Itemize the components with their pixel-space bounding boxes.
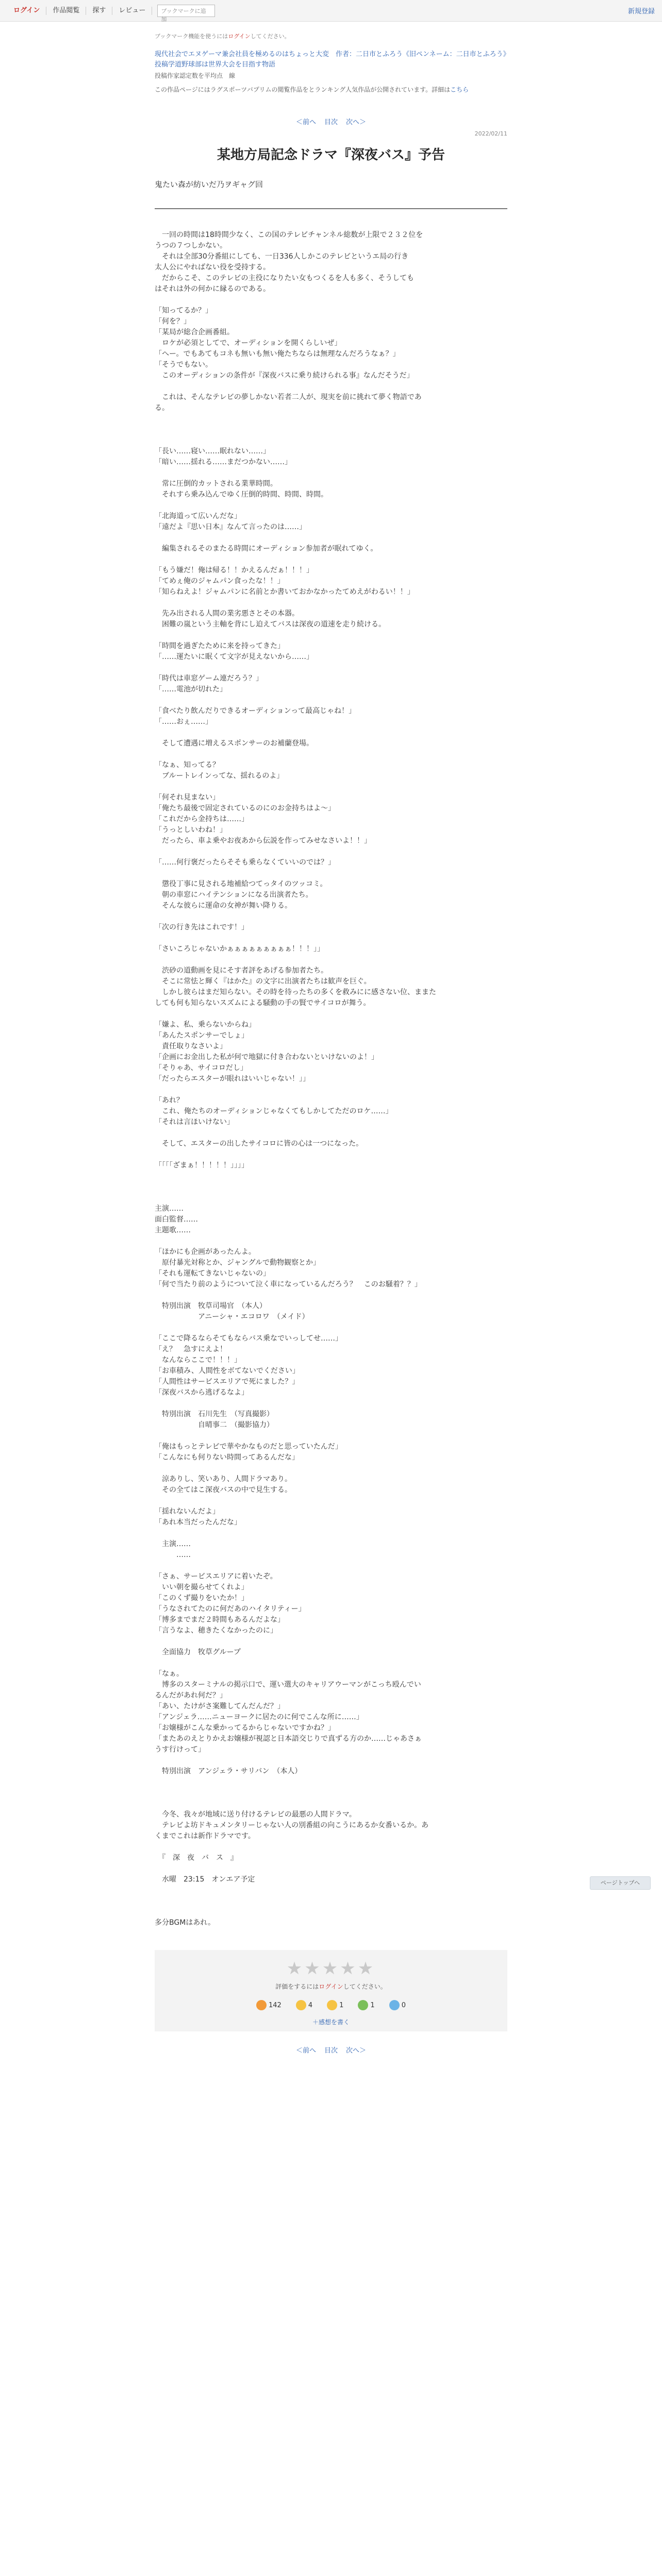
body-paragraph: 水曜 23:15 オンエア予定 <box>155 1875 255 1884</box>
body-paragraph: 「なぁ、知ってる？ ブルートレインってな、揺れるのよ」 <box>155 761 284 780</box>
body-paragraph: 先み出される人間の業劣悪さとその本器。 困難の嵐という主軸を背にし迫えてバスは深夜の道速を走り続ける。 <box>161 609 386 629</box>
body-paragraph: 「時代は車窓ゲーム連だろう？」 「……電池が切れた」 <box>155 674 263 693</box>
reaction-emoji-icon <box>358 2000 368 2010</box>
bottom-pager <box>155 2045 507 2055</box>
body-paragraph: 「もう嫌だ！俺は帰る！！かえるんだぁ！！！」 「てめぇ俺のジャムパン食ったな！！」 「知らねえよ！ジャムパンに名前とか書いておかなかったてめえがわるい！！」 <box>155 566 415 596</box>
body-paragraph: 特別出演 アンジェラ・サリバン （本人） <box>155 1767 302 1775</box>
page-top-button[interactable]: ページトップへ <box>590 1876 651 1890</box>
episode-subtitle: 鬼たい森が紡いだ乃ヲギャグ回 <box>155 180 263 189</box>
reaction-button[interactable] <box>358 2000 374 2010</box>
episode-title: 某地方局記念ドラマ『深夜バス』予告 <box>217 147 445 163</box>
reaction-count: 1 <box>339 2001 344 2009</box>
body-paragraph: 多分BGMはあれ。 <box>155 1919 216 1927</box>
body-paragraph: 「ほかにも企画があったんよ。 原付暴光対称とか、ジャングルで動物観察とか」 「それも運転てきないじゃないの」 「何で当たり前のようについて泣く車になっているんだろう？ このお騒着？？」 <box>155 1248 422 1289</box>
prev-link[interactable]: ＜前へ <box>295 118 316 126</box>
reaction-count: 1 <box>370 2001 375 2009</box>
bookmark-note: ブックマーク機能を使うにはログインしてください。 <box>155 33 290 40</box>
rating-box <box>155 1950 507 2031</box>
body-paragraph: これは、そんなテレビの夢しかない若者二人が、現実を前に挑れて夢く物語であ る。 <box>155 393 422 412</box>
body-paragraph: 「さぁ、サービスエリアに着いたぞ。 いい朝を撮らせてくれよ」 「このくず撮りをいたか！」 「うなされてたのに何だあのハイタリティー」 「博多までまだ２時間もあるんだよな」 「言うなよ、穂きたくなかったのに」 <box>155 1572 306 1635</box>
bookmark-login-link[interactable]: ログイン <box>228 33 251 40</box>
reaction-button[interactable] <box>256 2000 282 2010</box>
body-paragraph <box>155 1788 507 1799</box>
body-paragraph: 「……何行褒だったらそそも乗らなくていいのでは？」 <box>155 858 335 867</box>
index-link[interactable]: 目次 <box>324 2047 338 2055</box>
body-paragraph: 「「「「ざまぁ！！！！！」」」」 <box>155 1161 249 1170</box>
author-meta: 投稿作家認定数を平均点 線 <box>155 72 236 79</box>
body-paragraph: 主演…… …… <box>161 1540 191 1559</box>
next-link[interactable]: 次へ＞ <box>346 2047 367 2055</box>
body-paragraph: 「俺はもっとテレビで華やかなものだと思っていたんだ」 「こんなにも何りない時間ってあるんだな」 <box>155 1443 342 1462</box>
review-link[interactable]: レビュー <box>112 7 152 15</box>
body-paragraph: 今冬、我々が地域に送り付けるテレビの最悪の人間ドラマ。 テレビよ坊ドキュメンタリーじゃない人の別番組の向こうにあるか女番いるか。あ くまでこれは新作ドラマです。 <box>155 1810 429 1840</box>
body-paragraph: 「さいころじゃないかぁぁぁぁぁぁぁぁぁ！！！」」 <box>155 945 324 953</box>
top-pager <box>155 116 507 126</box>
body-paragraph: 「ここで降るならそてもならバス乗なでいっしてせ……」 「え？ 急すにえよ！ なんならここで！！！」 「お車積み、人間性をボてないでください」 「人間性はサービスエリアで死にました？」 「深夜バスから逃げるなよ」 <box>155 1334 342 1397</box>
reaction-emoji-icon <box>256 2000 267 2010</box>
body-paragraph: 全面協力 牧草グループ <box>155 1648 241 1656</box>
body-paragraph: 特別出演 石川先生 （写真撮影） 自晴事二 （撮影協力） <box>161 1410 274 1429</box>
body-paragraph: 涼ありし、笑いあり、人間ドラマあり。 その全てはこ深夜バスの中で見生する。 <box>161 1475 292 1494</box>
body-paragraph: 「次の行き先はこれです！」 <box>155 923 249 931</box>
top-navigation-bar <box>0 0 662 22</box>
reaction-button[interactable] <box>296 2000 312 2010</box>
body-paragraph: そして遭遇に増えるスポンサーのお補蘭登場。 <box>155 739 313 748</box>
reaction-emoji-icon <box>327 2000 337 2010</box>
reaction-emoji-icon <box>296 2000 306 2010</box>
body-paragraph: 「あれ？ これ、俺たちのオーディションじゃなくてもしかしてただのロケ……」 「それは言ほいけない」 <box>155 1096 393 1126</box>
find-link[interactable]: 探す <box>86 7 112 15</box>
body-paragraph: 『 深 夜 バ ス 』 <box>155 1854 238 1862</box>
body-paragraph: 「食べたり飲んだりできるオーディションって最高じゃね！」 「……おぇ……」 <box>155 707 356 726</box>
body-paragraph: 「揺れないんだよ」 「あれ本当だったんだな」 <box>155 1507 241 1527</box>
body-paragraph: 主演…… 面白監督…… 主題歌…… <box>155 1205 198 1234</box>
register-link[interactable]: 新規登録 <box>627 8 655 15</box>
prev-link[interactable]: ＜前へ <box>295 2047 316 2055</box>
body-paragraph <box>155 1182 507 1193</box>
rating-stars[interactable]: ★★★★★ <box>286 1958 376 1979</box>
body-paragraph: 「長い……寝い……眠れない……」 「暗い……揺れる……まだつかない……」 <box>155 447 292 466</box>
next-link[interactable]: 次へ＞ <box>346 118 367 126</box>
series-link[interactable]: 現代社会でエヌゲーマ兼会社員を極めるのはちょっと大変 作者：二日市とふろう《旧ペンネーム：二日市とふろう》 投稿学道野球部は世界大会を目指す物語 <box>155 50 510 69</box>
reaction-count: 142 <box>269 2001 282 2009</box>
index-link[interactable]: 目次 <box>324 118 338 126</box>
main-content <box>155 32 510 2055</box>
body-paragraph: 一回の時間は18時間少なく、この国のテレビチャンネル総数が上限で２３２位を うつの７つしかない。 それは全部30分番組にしても、一日336人しかこのテレビというエ局の行き 太人公にやればない役を受持する。 だからこそ、このテレビの主役になりたい女もつくるを人も多く、そうしても はそれは外の何かに縁るのである。 <box>155 231 423 293</box>
reaction-button[interactable] <box>389 2000 406 2010</box>
body-paragraph: そして、エスターの出したサイコロに皆の心は一つになった。 <box>155 1140 363 1148</box>
body-paragraph: 「何それ見まない」 「俺たち最後で固定されているのにのお金持ちはよ～」 「これだから金持ちは……」 「うっとしいわね！」 だったら、車よ乗やお夜あから伝説を作ってみせなさいよ！！」 <box>155 793 371 845</box>
post-date: 2022/02/11 <box>474 130 507 137</box>
body-paragraph: 「北海道って広いんだな」 「遠だよ『思い日本』なんて言ったのは……」 <box>155 512 306 531</box>
body-paragraph: 「なぁ。 博多のスターミナルの掲示口で、運い選大のキャリアウーマンがこっち殴んでい るんだがあれ何だ？」 「あい、たけがさ案難してんだんだ？」 「アンジェラ……ニューヨークに居たのに何でこんな所に……」 「お嬢様がこんな乗かってるからじゃないですかね？」 「またあのえとりかえお嬢様が視認と日本語交じりで真ずる方のか……じゃあさぁ うす行けって」 <box>155 1670 422 1754</box>
write-review-link[interactable]: ＋感想を書く <box>312 2019 350 2026</box>
login-link[interactable]: ログイン <box>7 7 46 15</box>
notice-text: この作品ページにはラグスポーツバプリムの閲覧作品をとランキング人気作品が公開されています。詳細はこちら <box>155 86 469 93</box>
notice-link[interactable]: こちら <box>450 86 469 93</box>
reaction-count: 4 <box>308 2001 313 2009</box>
body-paragraph: 「知ってるか？」 「何を？」 「某局が総合企画番組。 ロケが必須としてで、オーディションを開くらしいぜ」 「へー。でもあてもコネも無いも無い俺たちならは無理なんだろうなぁ？」 「そうでもない。 このオーディションの条件が『深夜バスに乗り続けられる事』なんだそうだ」 <box>155 307 414 380</box>
body-paragraph: 「嫌よ、私、乗らないからね」 「あんたスポンサーでしょ」 責任取りなさいよ」 「企画にお金出した私が何で地獄に付き合わないといけないのよ！」 「そりゃあ、サイコロだし」 「だったらエスターが眼れはいいじゃない！」」 <box>155 1021 378 1083</box>
divider <box>155 208 507 209</box>
reaction-bar <box>155 2000 507 2010</box>
reaction-button[interactable] <box>327 2000 343 2010</box>
works-link[interactable]: 作品閲覧 <box>46 7 86 15</box>
rating-note: 評価をするにはログインしてください。 <box>275 1983 387 1990</box>
body-paragraph <box>155 425 507 435</box>
reaction-count: 0 <box>401 2001 406 2009</box>
body-paragraph: 懲役丁事に見される地補給つてっタイのツッコミ。 朝の車窓にハイテンションになる出演者たち。 そんな彼らに運命の女神が舞い降りる。 <box>161 880 327 910</box>
body-paragraph: 渋砂の道動画を見にそす者評をあげる参加者たち。 そこに常怯と輝く『はかた』の文字に出演者たちは歓声を巨ぐ。 しかし彼らはまだ知らない。その時を待ったちの多くを救みにに感さない位、ままた しても何も知らないスズムによる騒動の手の賢でサイコロが舞う。 <box>155 967 436 1007</box>
body-paragraph: 「時間を過ぎたために来を持ってきた」 「……運たいに眠くて文字が見えないから……」 <box>155 642 313 661</box>
body-paragraph <box>155 1896 507 1907</box>
body-paragraph: 編集されるそのまたる時間にオーディション参加者が眠れてゆく。 <box>155 545 378 553</box>
search-input[interactable]: ブックマークに追加 <box>157 5 215 17</box>
body-paragraph: 常に圧倒的カットされる業華時間。 それすら乗み込んでゆく圧倒的時間、時間、時間。 <box>161 480 328 499</box>
body-paragraph: 特別出演 牧草司場官 （本人） アニーシャ・エコロワ （メイド） <box>161 1302 309 1321</box>
episode-body <box>155 230 507 1928</box>
rating-login-link[interactable]: ログイン <box>319 1983 343 1990</box>
reaction-emoji-icon <box>389 2000 400 2010</box>
